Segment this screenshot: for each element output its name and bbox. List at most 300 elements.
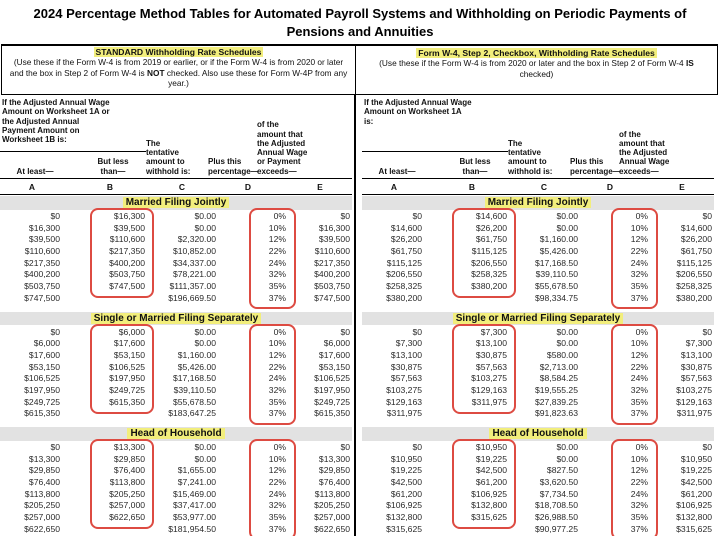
col-header-at-least: At least— <box>378 166 416 176</box>
table-row <box>0 397 352 409</box>
table-cell: 35% <box>268 396 286 407</box>
table-rows <box>362 211 714 305</box>
table-cell: $37,417.00 <box>172 500 216 511</box>
table-cell: $400,200 <box>314 269 350 280</box>
table-cell: $0.00 <box>556 338 578 349</box>
table-cell: $197,950 <box>314 384 350 395</box>
table-cell: $7,300 <box>480 326 507 337</box>
table-cell: $0 <box>412 211 422 221</box>
note-text: checked) <box>519 68 554 79</box>
table-cell: $61,750 <box>475 234 507 245</box>
table-cell: 12% <box>630 234 648 245</box>
table-cell: 22% <box>268 477 286 488</box>
table-row <box>0 223 352 235</box>
table-row <box>362 246 714 258</box>
table-cell: $503,750 <box>24 281 60 292</box>
table-cell: $0 <box>702 326 712 337</box>
table-cell: $132,800 <box>386 512 422 523</box>
table-row <box>362 477 714 489</box>
table-cell: 24% <box>268 373 286 384</box>
table-cell: $0 <box>340 442 350 452</box>
table-cell: $311,975 <box>676 408 712 419</box>
table-cell: $42,500 <box>390 477 422 488</box>
table-cell: $400,200 <box>24 269 60 280</box>
annotation-box-column-b <box>452 208 516 298</box>
table-cell: $19,225 <box>390 465 422 476</box>
table-cell: $315,625 <box>676 523 712 534</box>
annotation-box-column-b <box>90 324 154 414</box>
table-cell: $19,555.25 <box>534 384 578 395</box>
table-cell: 35% <box>630 396 648 407</box>
table-row <box>0 489 352 501</box>
table-row <box>362 512 714 524</box>
table-cell: $19,225 <box>680 465 712 476</box>
table-row <box>362 234 714 246</box>
table-cell: $17,600 <box>318 349 350 360</box>
table-cell: $5,426.00 <box>177 361 216 372</box>
checkbox-schedule-note <box>363 58 710 79</box>
table-cell: 35% <box>268 281 286 292</box>
table-cell: $622,650 <box>24 523 60 534</box>
table-row <box>362 442 714 454</box>
table-cell: 0% <box>635 211 648 221</box>
header-heavy-rule <box>362 178 714 180</box>
col-letter-b: B <box>106 182 114 192</box>
table-row <box>362 258 714 270</box>
table-cell: $0.00 <box>556 453 578 464</box>
section-title: Single or Married Filing Separately <box>91 313 262 324</box>
table-cell: $0.00 <box>194 222 216 233</box>
section-head-of-household <box>0 427 352 536</box>
table-cell: $206,550 <box>471 257 507 268</box>
standard-schedule-heading: STANDARD Withholding Rate Schedules <box>95 47 262 57</box>
table-cell: $181,954.50 <box>168 523 216 534</box>
table-cell: $17,600 <box>113 338 145 349</box>
table-cell: $57,563 <box>475 361 507 372</box>
section-married-filing-jointly <box>362 196 714 312</box>
table-cell: $42,500 <box>680 477 712 488</box>
table-cell: $17,168.50 <box>534 257 578 268</box>
table-row <box>0 362 352 374</box>
table-cell: $76,400 <box>113 465 145 476</box>
table-row <box>362 327 714 339</box>
table-cell: 24% <box>630 488 648 499</box>
table-cell: $6,000 <box>323 338 350 349</box>
table-row <box>0 211 352 223</box>
table-row <box>0 454 352 466</box>
table-cell: 0% <box>273 326 286 337</box>
table-cell: $0.00 <box>556 211 578 221</box>
table-cell: $615,350 <box>24 408 60 419</box>
col-header-but-less: But less than— <box>459 157 491 176</box>
table-cell: $7,241.00 <box>177 477 216 488</box>
table-cell: $249,725 <box>24 396 60 407</box>
table-cell: $217,350 <box>24 257 60 268</box>
table-cell: $29,850 <box>28 465 60 476</box>
section-title-band <box>0 196 352 210</box>
checkbox-schedule-heading: Form W-4, Step 2, Checkbox, Withholding Rate Schedules <box>418 48 655 58</box>
table-cell: $110,600 <box>109 234 145 245</box>
table-cell: $14,600 <box>680 222 712 233</box>
table-cell: 0% <box>273 442 286 452</box>
table-cell: $113,800 <box>109 477 145 488</box>
table-cell: $91,823.63 <box>534 408 578 419</box>
table-row <box>362 524 714 536</box>
table-cell: $90,977.25 <box>534 523 578 534</box>
table-cell: $29,850 <box>113 453 145 464</box>
table-cell: $10,950 <box>390 453 422 464</box>
header-heavy-rule <box>0 178 352 180</box>
checkbox-column-header <box>362 97 714 196</box>
table-cell: $6,000 <box>33 338 60 349</box>
annotation-box-column-d <box>249 324 296 425</box>
table-cell: 22% <box>630 477 648 488</box>
table-cell: $217,350 <box>109 246 145 257</box>
table-cell: $57,563 <box>680 373 712 384</box>
table-cell: $206,550 <box>676 269 712 280</box>
section-title: Married Filing Jointly <box>123 197 230 208</box>
table-cell: $17,600 <box>28 349 60 360</box>
section-single-or-mfs <box>362 312 714 428</box>
table-cell: 10% <box>268 453 286 464</box>
annotation-box-column-d <box>249 439 296 536</box>
table-cell: $315,625 <box>386 523 422 534</box>
checkbox-panel <box>362 97 714 536</box>
table-cell: $1,160.00 <box>177 349 216 360</box>
table-cell: $10,852.00 <box>172 246 216 257</box>
col-letter-b: B <box>468 182 476 192</box>
table-row <box>0 442 352 454</box>
table-cell: 35% <box>630 281 648 292</box>
table-cell: $8,584.25 <box>539 373 578 384</box>
table-cell: $0 <box>340 211 350 221</box>
table-cell: 37% <box>268 523 286 534</box>
annotation-box-column-d <box>611 208 658 309</box>
table-rows <box>362 327 714 421</box>
table-cell: $39,500 <box>113 222 145 233</box>
table-cell: $0 <box>50 442 60 452</box>
table-cell: 37% <box>630 292 648 303</box>
table-cell: $197,950 <box>109 373 145 384</box>
table-row <box>362 408 714 420</box>
table-cell: $257,000 <box>24 512 60 523</box>
table-cell: $13,300 <box>113 442 145 452</box>
header-thin-rule <box>362 194 714 195</box>
table-cell: $61,750 <box>390 246 422 257</box>
note-text: (Use these if the Form W-4 is from 2019 or earlier, or if the Form W-4 is from 2020 or later and the box in Step 2 of Form W-4 is <box>9 57 344 78</box>
table-cell: $0 <box>412 326 422 337</box>
table-cell: 37% <box>268 292 286 303</box>
table-row <box>0 327 352 339</box>
table-cell: $13,300 <box>318 453 350 464</box>
table-cell: $106,525 <box>109 361 145 372</box>
table-row <box>362 350 714 362</box>
col-letter-e: E <box>679 182 685 192</box>
table-cell: $19,225 <box>475 453 507 464</box>
table-cell: 22% <box>268 246 286 257</box>
table-cell: 0% <box>635 442 648 452</box>
table-cell: $129,163 <box>386 396 422 407</box>
table-cell: $0.00 <box>556 222 578 233</box>
table-cell: $26,200 <box>390 234 422 245</box>
col-header-at-least: At least— <box>16 166 54 176</box>
table-cell: $53,977.00 <box>172 512 216 523</box>
table-cell: 0% <box>635 326 648 337</box>
table-cell: $76,400 <box>318 477 350 488</box>
table-row <box>0 385 352 397</box>
table-cell: 32% <box>268 500 286 511</box>
schedule-header-box <box>1 44 718 95</box>
table-cell: $0 <box>702 211 712 221</box>
table-cell: $103,275 <box>676 384 712 395</box>
table-cell: $17,168.50 <box>172 373 216 384</box>
table-cell: $205,250 <box>314 500 350 511</box>
table-cell: $61,200 <box>680 488 712 499</box>
table-cell: $39,500 <box>318 234 350 245</box>
page-title: 2024 Percentage Method Tables for Automated Payroll Systems and Withholding on Periodic Payments of Pensions and Annuities <box>33 6 687 39</box>
table-row <box>362 465 714 477</box>
table-cell: $183,647.25 <box>168 408 216 419</box>
table-cell: $827.50 <box>546 465 578 476</box>
table-cell: $257,000 <box>109 500 145 511</box>
table-cell: $113,800 <box>314 488 350 499</box>
table-rows <box>362 442 714 536</box>
table-cell: 12% <box>268 465 286 476</box>
note-emphasis: IS <box>685 58 694 69</box>
table-cell: 37% <box>630 408 648 419</box>
table-row <box>362 500 714 512</box>
col-letter-a: A <box>390 182 398 192</box>
section-title: Married Filing Jointly <box>485 197 592 208</box>
table-cell: $503,750 <box>109 269 145 280</box>
table-cell: $34,337.00 <box>172 257 216 268</box>
table-cell: 12% <box>268 349 286 360</box>
table-row <box>362 281 714 293</box>
table-cell: $115,125 <box>386 257 422 268</box>
section-head-of-household <box>362 427 714 536</box>
tables-area <box>0 97 720 536</box>
col-header-percentage: Plus this percentage— <box>570 157 621 176</box>
table-cell: $0.00 <box>194 442 216 452</box>
table-cell: $98,334.75 <box>534 292 578 303</box>
table-cell: $30,875 <box>390 361 422 372</box>
section-title: Single or Married Filing Separately <box>453 313 624 324</box>
table-cell: $196,669.50 <box>168 292 216 303</box>
table-cell: 22% <box>630 246 648 257</box>
table-cell: $615,350 <box>109 396 145 407</box>
table-row <box>0 234 352 246</box>
table-cell: $0.00 <box>194 338 216 349</box>
table-cell: $747,500 <box>314 292 350 303</box>
table-cell: $205,250 <box>109 488 145 499</box>
table-cell: $0 <box>702 442 712 452</box>
standard-panel <box>0 97 352 536</box>
table-cell: 10% <box>630 453 648 464</box>
checkbox-schedule-cell <box>356 46 717 94</box>
table-cell: $132,800 <box>471 500 507 511</box>
table-row <box>0 500 352 512</box>
table-row <box>0 477 352 489</box>
annotation-box-column-b <box>452 324 516 414</box>
table-cell: $14,600 <box>475 211 507 221</box>
table-row <box>0 258 352 270</box>
table-cell: 12% <box>630 465 648 476</box>
table-row <box>362 385 714 397</box>
table-cell: $258,325 <box>676 281 712 292</box>
note-emphasis: NOT <box>147 67 165 78</box>
table-cell: $113,800 <box>24 488 60 499</box>
table-cell: $1,160.00 <box>539 234 578 245</box>
table-cell: $0.00 <box>556 442 578 452</box>
table-cell: $29,850 <box>318 465 350 476</box>
table-cell: $129,163 <box>471 384 507 395</box>
annotation-box-column-d <box>249 208 296 309</box>
col-letter-a: A <box>28 182 36 192</box>
table-cell: 24% <box>268 488 286 499</box>
table-cell: 32% <box>630 500 648 511</box>
col-header-exceeds: of the amount that the Adjusted Annual Wage exceeds— <box>619 129 670 176</box>
table-cell: $206,550 <box>386 269 422 280</box>
table-cell: 10% <box>268 222 286 233</box>
standard-column-header <box>0 97 352 196</box>
header-rule-ab <box>0 151 146 152</box>
table-cell: 10% <box>630 338 648 349</box>
table-cell: $76,400 <box>28 477 60 488</box>
table-cell: 24% <box>630 373 648 384</box>
table-cell: $311,975 <box>471 396 507 407</box>
standard-schedule-note <box>9 57 348 88</box>
table-row <box>0 408 352 420</box>
table-cell: 24% <box>630 257 648 268</box>
table-cell: $7,734.50 <box>539 488 578 499</box>
col-letter-c: C <box>178 182 186 192</box>
table-cell: 37% <box>268 408 286 419</box>
table-cell: 12% <box>630 349 648 360</box>
table-row <box>362 362 714 374</box>
table-cell: $400,200 <box>109 257 145 268</box>
table-row <box>362 293 714 305</box>
col-letter-d: D <box>606 182 614 192</box>
table-cell: $78,221.00 <box>172 269 216 280</box>
header-thin-rule <box>0 194 352 195</box>
col-letter-d: D <box>244 182 252 192</box>
table-cell: $0.00 <box>556 326 578 337</box>
table-row <box>362 338 714 350</box>
annotation-box-column-b <box>452 439 516 529</box>
table-cell: 22% <box>630 361 648 372</box>
table-cell: $15,469.00 <box>172 488 216 499</box>
table-row <box>0 293 352 305</box>
table-cell: $747,500 <box>109 281 145 292</box>
table-cell: $1,655.00 <box>177 465 216 476</box>
table-cell: $55,678.50 <box>172 396 216 407</box>
table-cell: $0 <box>50 211 60 221</box>
table-cell: $39,110.50 <box>173 384 216 395</box>
table-cell: $129,163 <box>676 396 712 407</box>
table-cell: $18,708.50 <box>534 500 578 511</box>
table-cell: $10,950 <box>680 453 712 464</box>
table-cell: $106,925 <box>471 488 507 499</box>
table-cell: $380,200 <box>676 292 712 303</box>
table-cell: $53,150 <box>318 361 350 372</box>
table-cell: $6,000 <box>118 326 145 337</box>
table-cell: $53,150 <box>28 361 60 372</box>
table-cell: $27,839.25 <box>534 396 578 407</box>
center-divider <box>354 95 356 536</box>
section-single-or-mfs <box>0 312 352 428</box>
table-cell: $217,350 <box>314 257 350 268</box>
table-cell: $16,300 <box>318 222 350 233</box>
table-cell: $249,725 <box>109 384 145 395</box>
table-cell: $39,110.50 <box>535 269 578 280</box>
table-cell: $16,300 <box>28 222 60 233</box>
header-rule-ab <box>362 151 508 152</box>
table-cell: $13,100 <box>475 338 507 349</box>
table-row <box>0 524 352 536</box>
standard-schedule-heading-row <box>9 47 348 57</box>
table-row <box>0 269 352 281</box>
table-cell: $106,525 <box>24 373 60 384</box>
table-cell: $61,200 <box>390 488 422 499</box>
table-cell: $7,300 <box>395 338 422 349</box>
table-row <box>0 350 352 362</box>
table-cell: $0.00 <box>194 453 216 464</box>
table-cell: $13,100 <box>680 349 712 360</box>
table-cell: $53,150 <box>113 349 145 360</box>
col-header-exceeds: of the amount that the Adjusted Annual Wage or Payment exceeds— <box>257 120 308 176</box>
table-cell: $10,950 <box>475 442 507 452</box>
table-cell: $14,600 <box>390 222 422 233</box>
col-header-tentative: The tentative amount to withhold is: <box>146 138 191 176</box>
table-cell: $16,300 <box>113 211 145 221</box>
table-cell: $0 <box>412 442 422 452</box>
checkbox-schedule-heading-row <box>363 48 710 58</box>
table-cell: $111,357.00 <box>169 281 216 292</box>
table-cell: $57,563 <box>390 373 422 384</box>
table-cell: $42,500 <box>475 465 507 476</box>
table-row <box>0 465 352 477</box>
table-cell: 22% <box>268 361 286 372</box>
section-title-band <box>0 312 352 326</box>
table-row <box>0 373 352 385</box>
table-cell: $26,200 <box>475 222 507 233</box>
col-header-but-less: But less than— <box>97 157 129 176</box>
table-cell: $0 <box>50 326 60 337</box>
table-cell: 35% <box>630 512 648 523</box>
table-rows <box>0 442 352 536</box>
table-cell: $380,200 <box>471 281 507 292</box>
col-letter-e: E <box>317 182 323 192</box>
table-cell: 10% <box>630 222 648 233</box>
note-text: checked. Also use these for Form W-4P from any year.) <box>164 67 348 89</box>
table-cell: $622,650 <box>314 523 350 534</box>
table-cell: $258,325 <box>471 269 507 280</box>
section-title-band <box>362 312 714 326</box>
table-cell: $311,975 <box>386 408 422 419</box>
table-cell: 10% <box>268 338 286 349</box>
table-cell: $30,875 <box>680 361 712 372</box>
table-row <box>0 281 352 293</box>
table-cell: $106,525 <box>314 373 350 384</box>
table-cell: $622,650 <box>109 512 145 523</box>
table-cell: $115,125 <box>471 246 507 257</box>
table-cell: $580.00 <box>546 349 578 360</box>
table-cell: $106,925 <box>386 500 422 511</box>
annotation-box-column-d <box>611 324 658 425</box>
annotation-box-column-d <box>611 439 658 536</box>
table-cell: $30,875 <box>475 349 507 360</box>
col-header-percentage: Plus this percentage— <box>208 157 259 176</box>
